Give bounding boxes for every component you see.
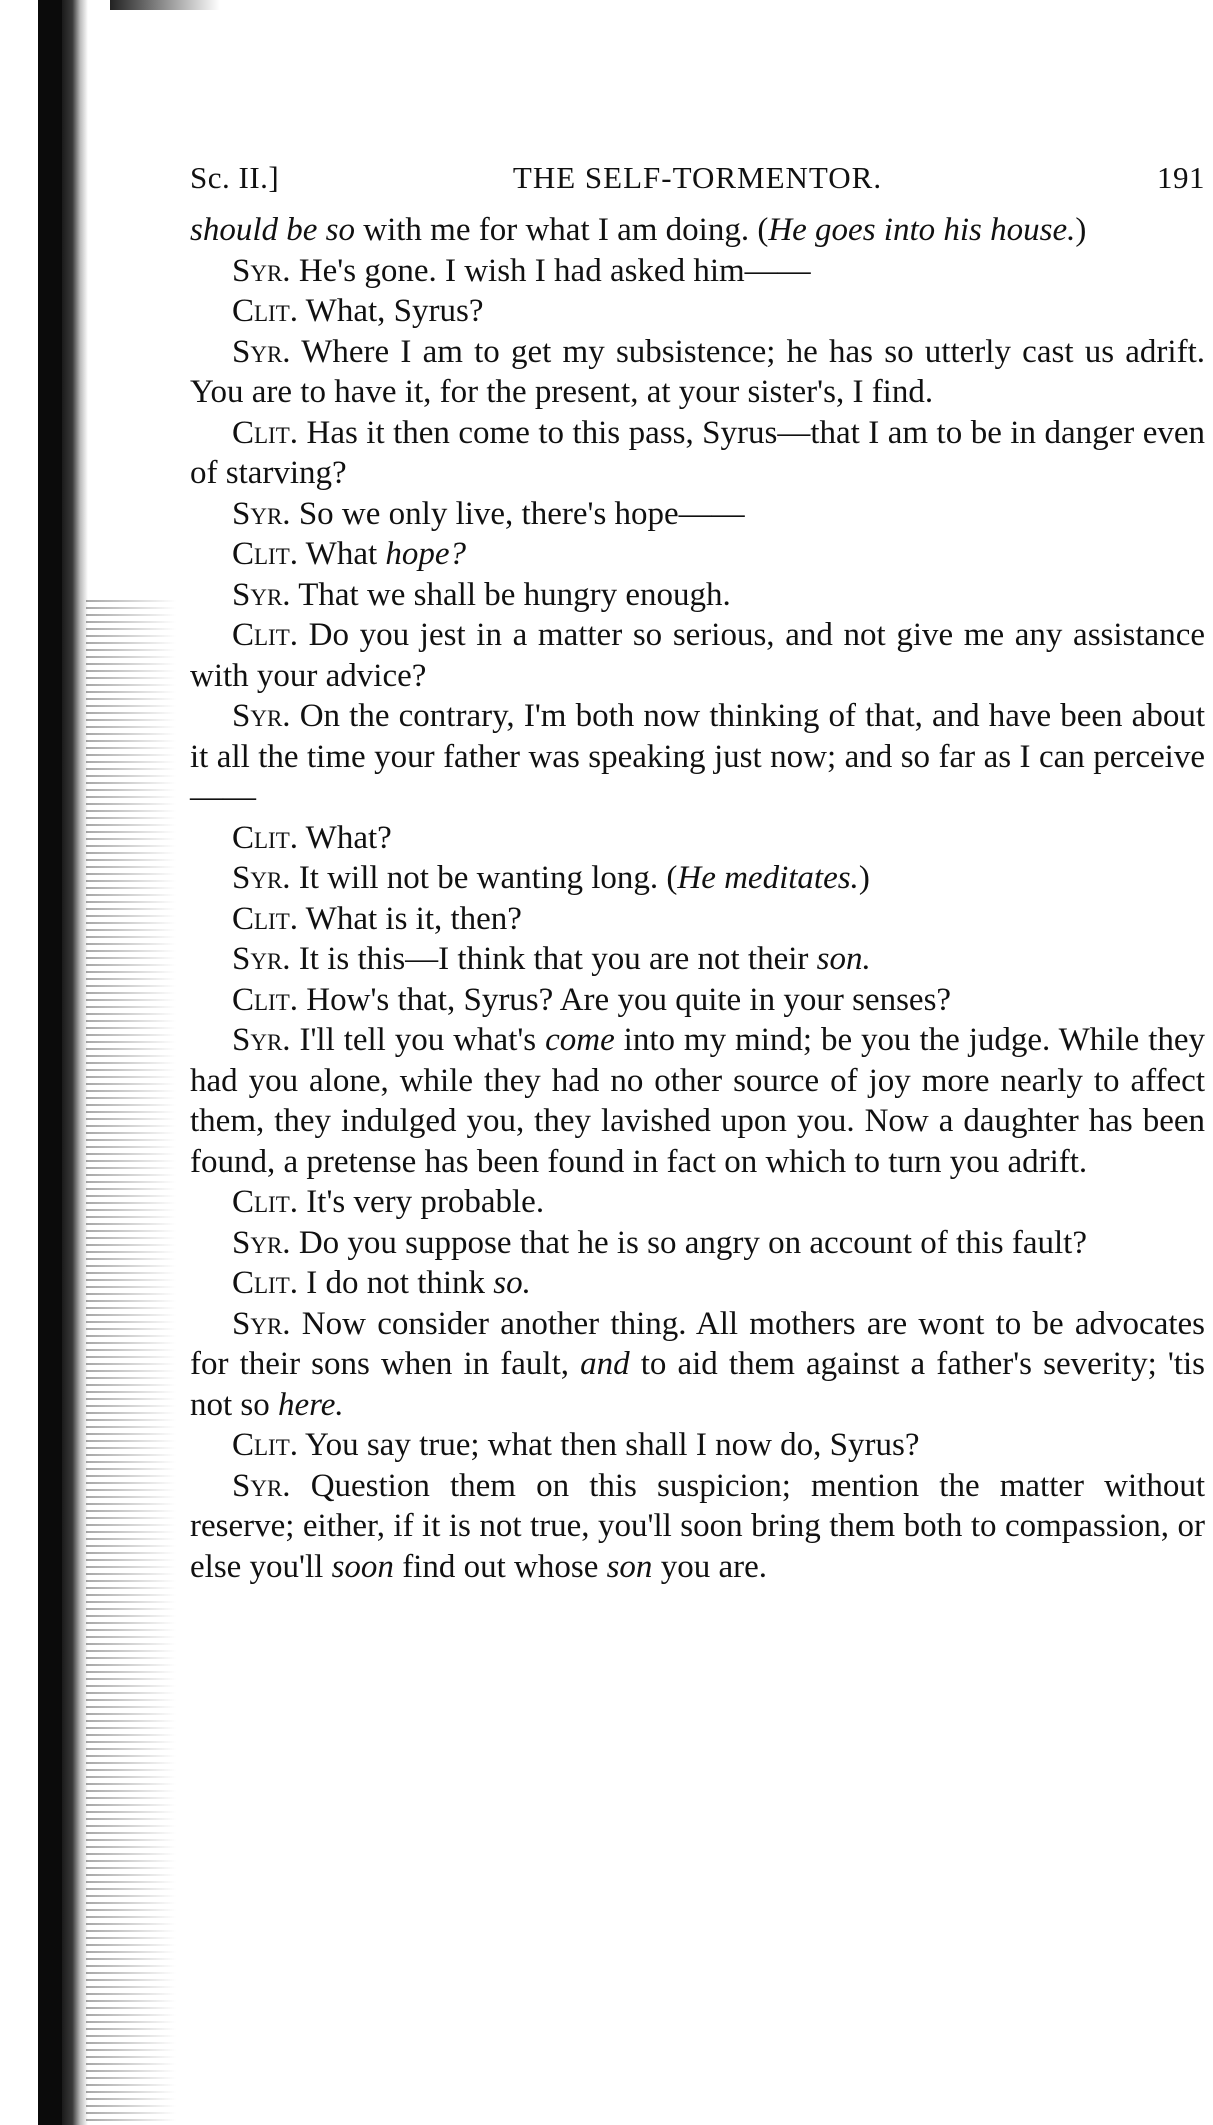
dialogue-line: It is this—I think that you are not their [290,941,817,977]
dialogue-paragraph [190,210,1205,251]
dialogue-paragraph [190,534,1205,575]
scanned-binding-edge [0,0,200,2125]
dialogue-line: On the contrary, I'm both now thinking of that, and have been about it all the time your father was speaking just now; and so far as I can perceive—— [190,698,1205,815]
dialogue-line: into my mind; be you the judge. While they had you alone, while they had no other source of joy more nearly to affect them, they indulged you, they lavished upon you. Now a daughter has been found, a pretense has been found in fact on which to turn you adrift. [190,1022,1206,1180]
dialogue-paragraph [190,899,1205,940]
dialogue-line: Do you suppose that he is so angry on account of this fault? [290,1224,1087,1261]
dialogue-line: What is it, then? [298,900,522,937]
scene-label: Sc. II.] [190,160,280,195]
speaker-name: Clit. [232,900,299,937]
italic-text: should be so [190,212,355,248]
dialogue-paragraph [190,858,1205,899]
dialogue-line: What [298,536,386,572]
dialogue-line: What? [298,819,392,856]
speaker-name: Clit. [232,617,299,653]
dialogue-line: Where I am to get my subsistence; he has so utterly cast us adrift. You are to have it, for the present, at your sister's, I find. [190,333,1205,410]
speaker-name: Syr. [232,495,291,532]
speaker-name: Syr. [232,941,291,977]
running-head [190,150,1205,210]
italic-text: son. [816,941,871,977]
dialogue-line: What, Syrus? [298,293,484,329]
dialogue-paragraph [190,1466,1205,1588]
dialogue-paragraph [190,1263,1205,1304]
dialogue-line: So we only live, there's hope—— [290,495,745,532]
dialogue-line: you are. [652,1548,767,1585]
italic-text: He goes into his house. [768,212,1076,248]
italic-text: soon [331,1548,394,1585]
page-title: THE SELF-TORMENTOR. [512,160,883,195]
speaker-name: Clit. [232,1427,299,1463]
speaker-name: Syr. [232,1022,291,1058]
italic-text: here. [278,1386,344,1423]
dialogue-paragraph [190,1425,1205,1466]
dialogue-paragraph [190,1020,1205,1182]
speaker-name: Syr. [232,1467,291,1504]
dialogue-line: How's that, Syrus? Are you quite in your senses? [298,981,952,1018]
dialogue-paragraph [190,615,1205,696]
dialogue-paragraph [190,575,1205,616]
dialogue-line: Question them on this suspicion; mention the matter without reserve; either, if it is not true, you'll soon bring them both to compassion, or else you'll [190,1467,1205,1585]
dialogue-line: He's gone. I wish I had asked him—— [290,252,811,289]
italic-text: hope? [385,536,467,572]
speaker-name: Syr. [232,333,291,370]
dialogue-paragraph [190,332,1205,413]
dialogue-paragraph [190,413,1205,494]
page-number: 191 [1157,160,1205,195]
speaker-name: Clit. [232,536,299,572]
speaker-name: Clit. [232,1184,299,1220]
italic-text: so. [493,1265,531,1301]
dialogue-paragraph [190,696,1205,818]
italic-text: son [606,1548,653,1585]
dialogue-text [190,210,1205,1587]
dialogue-line: to aid them against a father's severity; 'tis not so [190,1346,1205,1423]
speaker-name: Clit. [232,1265,299,1301]
top-scan-smudge [110,0,220,10]
binding-shadow-gradient [62,0,88,2125]
dialogue-line: Has it then come to this pass, Syrus—that I am to be in danger even of starving? [190,414,1205,491]
italic-text: He meditates. [677,860,859,896]
dialogue-paragraph [190,251,1205,292]
dialogue-line: It will not be wanting long. ( [290,860,678,896]
dialogue-paragraph [190,1182,1205,1223]
speaker-name: Syr. [232,1224,291,1261]
book-page [190,150,1205,1587]
speaker-name: Clit. [232,414,299,451]
italic-text: come [545,1022,615,1058]
dialogue-paragraph [190,980,1205,1021]
dialogue-paragraph [190,291,1205,332]
dialogue-paragraph [190,818,1205,859]
dialogue-line: ) [858,860,870,896]
dialogue-paragraph [190,1223,1205,1264]
speaker-name: Syr. [232,860,291,896]
dialogue-line: find out whose [393,1548,607,1585]
dialogue-line: That we shall be hungry enough. [290,576,731,613]
speaker-name: Clit. [232,981,299,1018]
dialogue-line: It's very probable. [298,1184,545,1220]
dialogue-line: Do you jest in a matter so serious, and not give me any assistance with your advice? [190,617,1205,694]
dialogue-line: I'll tell you what's [290,1022,546,1058]
dialogue-line: ) [1075,212,1087,248]
binding-shadow-fringe [86,600,176,2125]
dialogue-line: with me for what I am doing. ( [355,212,769,248]
dialogue-paragraph [190,494,1205,535]
dialogue-paragraph [190,1304,1205,1426]
speaker-name: Clit. [232,293,299,329]
dialogue-line: You say true; what then shall I now do, Syrus? [298,1427,920,1463]
speaker-name: Syr. [232,252,291,289]
italic-text: and [580,1346,630,1382]
dialogue-line: I do not think [298,1265,494,1301]
speaker-name: Syr. [232,1305,291,1342]
speaker-name: Clit. [232,819,299,856]
dialogue-line: Now consider another thing. All mothers are wont to be advocates for their sons when in fault, [190,1305,1205,1382]
speaker-name: Syr. [232,576,291,613]
dialogue-paragraph [190,939,1205,980]
speaker-name: Syr. [232,698,291,734]
